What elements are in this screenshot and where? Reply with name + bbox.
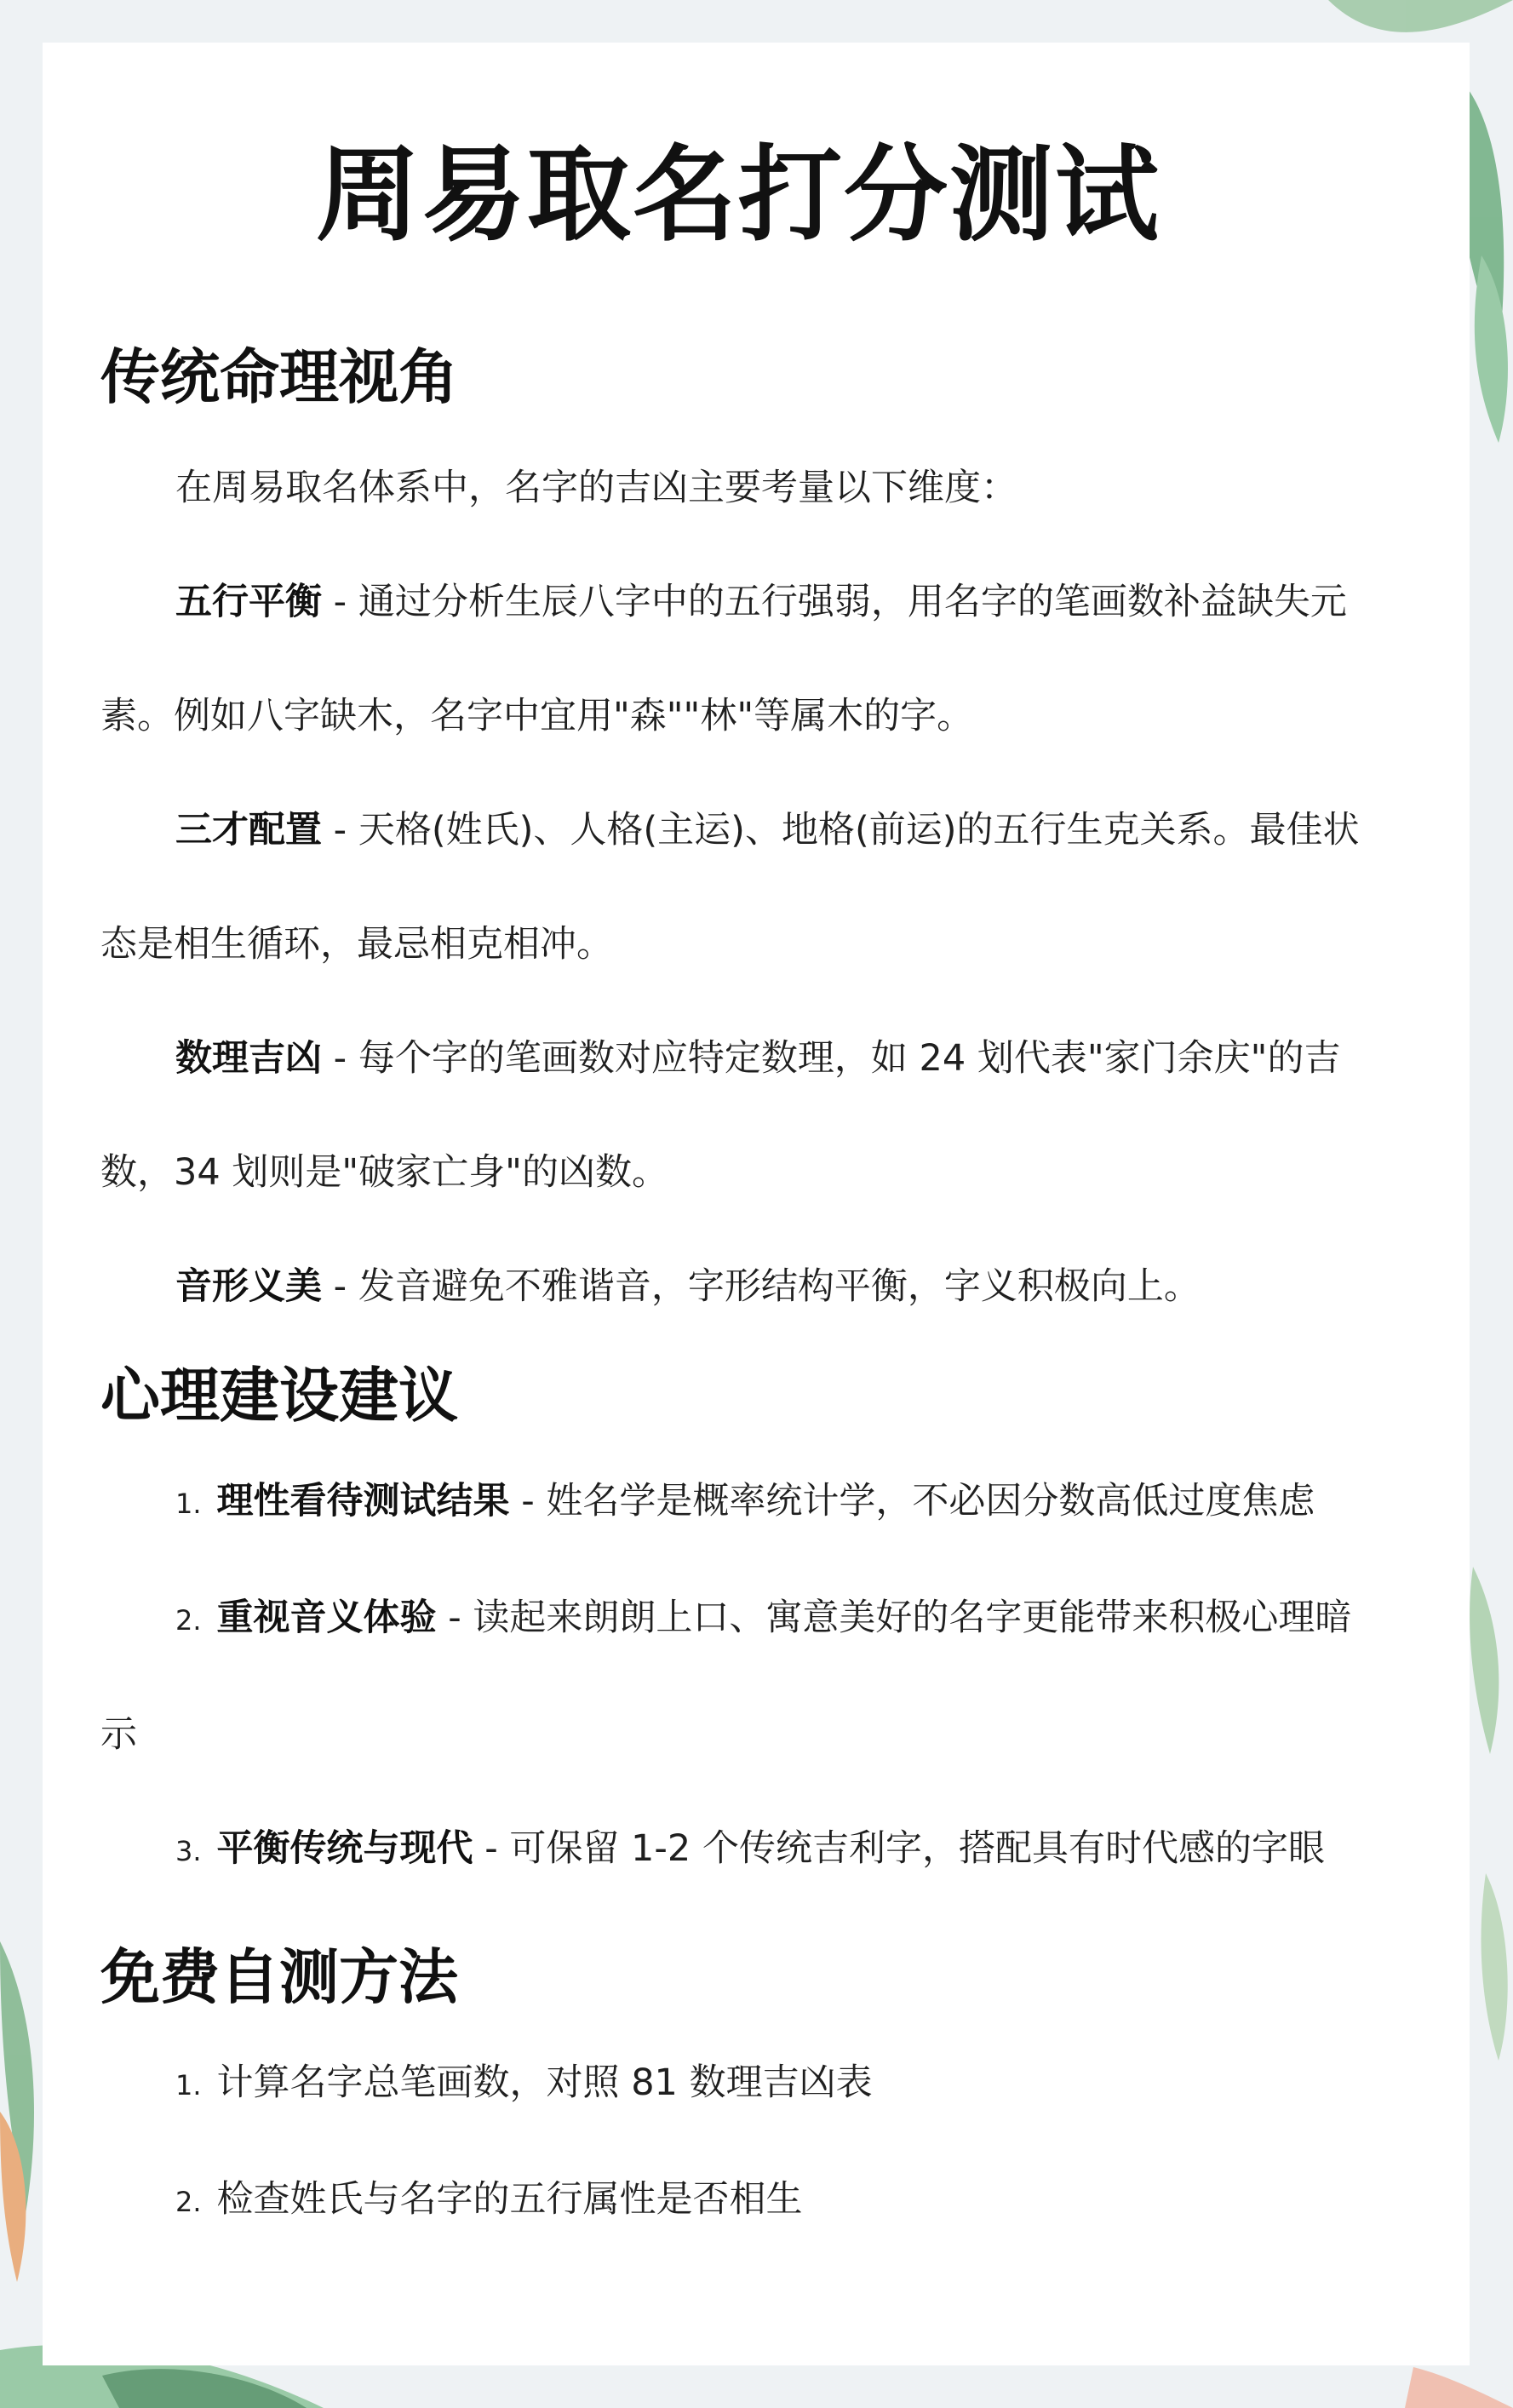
list-number: 1. [175, 1488, 202, 1520]
list-text: 检查姓氏与名字的五行属性是否相生 [216, 2178, 803, 2221]
selftest-list [100, 2026, 1376, 2259]
paragraph-text: - 每个字的笔画数对应特定数理，如 24 划代表"家门余庆"的吉数，34 划则是"破家亡身"的凶数。 [100, 1037, 1341, 1194]
paragraph-text: - 通过分析生辰八字中的五行强弱，用名字的笔画数补益缺失元素。例如八字缺木，名字中宜用"森""林"等属木的字。 [100, 581, 1347, 737]
paragraph-text: - 发音避免不雅谐音，字形结构平衡，字义积极向上。 [322, 1265, 1201, 1308]
list-text: - 读起来朗朗上口、寓意美好的名字更能带来积极心理暗示 [100, 1597, 1352, 1756]
list-number: 2. [175, 1604, 202, 1637]
term: 三才配置 [175, 809, 322, 851]
advice-list [100, 1444, 1376, 1908]
list-item [100, 1792, 1376, 1908]
list-text: - 姓名学是概率统计学，不必因分数高低过度焦虑 [509, 1480, 1315, 1522]
term: 数理吉凶 [175, 1037, 322, 1080]
term: 音形义美 [175, 1265, 322, 1308]
section-heading-selftest: 免费自测方法 [100, 1942, 458, 2012]
list-number: 1. [175, 2069, 202, 2101]
list-item [100, 2142, 1376, 2259]
paragraph-wuxing [100, 545, 1376, 773]
list-item [100, 1561, 1376, 1792]
term: 重视音义体验 [216, 1597, 437, 1639]
section-heading-psychology: 心理建设建议 [100, 1361, 458, 1430]
list-item [100, 2026, 1376, 2142]
paragraph-yinxing [100, 1230, 1376, 1344]
list-number: 2. [175, 2186, 202, 2218]
article-card [43, 43, 1470, 2365]
list-text: 计算名字总笔画数，对照 81 数理吉凶表 [216, 2061, 873, 2104]
intro-paragraph: 在周易取名体系中，名字的吉凶主要考量以下维度： [175, 467, 1017, 509]
page-title: 周易取名打分测试 [316, 135, 1161, 255]
term: 五行平衡 [175, 581, 322, 623]
paragraph-shuli [100, 1001, 1376, 1230]
paragraph-sancai [100, 773, 1376, 1001]
list-text: - 可保留 1-2 个传统吉利字，搭配具有时代感的字眼 [473, 1827, 1325, 1870]
section-heading-traditional: 传统命理视角 [100, 342, 458, 412]
list-number: 3. [175, 1835, 202, 1867]
paragraph-text: - 天格(姓氏)、人格(主运)、地格(前运)的五行生克关系。最佳状态是相生循环，最忌相克相冲。 [100, 809, 1360, 966]
list-item [100, 1444, 1376, 1561]
term: 平衡传统与现代 [216, 1827, 473, 1870]
term: 理性看待测试结果 [216, 1480, 510, 1522]
